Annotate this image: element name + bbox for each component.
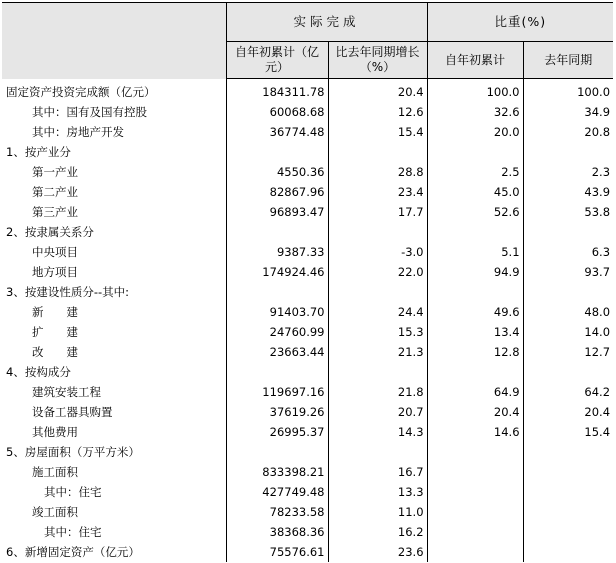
table-row: [2, 502, 613, 522]
growth-cell: 24.4: [328, 302, 427, 322]
share-cumulative-cell: 94.9: [427, 262, 523, 282]
row-label: 5、房屋面积（万平方米）: [2, 442, 226, 462]
share-last-year-cell: [523, 502, 613, 522]
investment-table: [2, 2, 613, 562]
table-row: [2, 182, 613, 202]
share-last-year-cell: [523, 222, 613, 242]
growth-cell: [328, 442, 427, 462]
table-row: [2, 522, 613, 542]
cumulative-cell: 36774.48: [226, 122, 328, 142]
growth-cell: 22.0: [328, 262, 427, 282]
share-cumulative-cell: 49.6: [427, 302, 523, 322]
row-label: 施工面积: [2, 462, 226, 482]
share-last-year-cell: 53.8: [584, 205, 611, 219]
row-label: 扩 建: [2, 322, 226, 342]
row-label: 6、新增固定资产（亿元）: [2, 542, 226, 562]
cumulative-cell: [226, 282, 328, 302]
row-label: 地方项目: [2, 262, 226, 282]
growth-cell: 12.6: [328, 102, 427, 122]
share-cumulative-cell: [427, 482, 523, 502]
row-label: 其中：国有及国有控股: [2, 102, 226, 122]
table-row: [2, 302, 613, 322]
cumulative-cell: 833398.21: [226, 462, 328, 482]
growth-cell: 13.3: [328, 482, 427, 502]
row-label: 1、按产业分: [2, 142, 226, 162]
growth-cell: 16.7: [328, 462, 427, 482]
row-label: 第一产业: [2, 162, 226, 182]
row-label: 4、按构成分: [2, 362, 226, 382]
share-last-year-cell: 48.0: [584, 305, 611, 319]
corner-header-cell: [2, 3, 226, 79]
share-last-year-cell: 6.3: [591, 245, 611, 259]
share-cumulative-cell: [427, 142, 523, 162]
cumulative-cell: 82867.96: [226, 182, 328, 202]
cumulative-cell: 37619.26: [226, 402, 328, 422]
share-cumulative-cell: [427, 222, 523, 242]
row-label: 固定资产投资完成额（亿元）: [2, 79, 226, 103]
share-last-year-cell: 20.8: [584, 125, 611, 139]
table-row: [2, 282, 613, 302]
table-row: [2, 442, 613, 462]
table-row: [2, 482, 613, 502]
growth-cell: 28.8: [328, 162, 427, 182]
share-cumulative-cell: [427, 522, 523, 542]
cumulative-cell: 60068.68: [226, 102, 328, 122]
share-cumulative-cell: 5.1: [427, 242, 523, 262]
cumulative-cell: 26995.37: [226, 422, 328, 442]
share-cumulative-cell: 12.8: [427, 342, 523, 362]
cumulative-cell: 174924.46: [226, 262, 328, 282]
share-cumulative-cell: 20.0: [427, 122, 523, 142]
share-last-year-cell: [523, 142, 613, 162]
cumulative-cell: [226, 362, 328, 382]
share-last-year-cell: 2.3: [591, 165, 611, 179]
table-row: [2, 222, 613, 242]
share-cumulative-cell: [427, 502, 523, 522]
share-last-year-cell: [523, 522, 613, 542]
cumulative-cell: [226, 222, 328, 242]
share-cumulative-cell: 52.6: [427, 202, 523, 222]
table-row: [2, 102, 613, 122]
share-last-year-cell: 64.2: [584, 385, 611, 399]
cumulative-cell: [226, 142, 328, 162]
cumulative-cell: 38368.36: [226, 522, 328, 542]
cumulative-cell: 78233.58: [226, 502, 328, 522]
col-header-share-last-year: 去年同期: [523, 42, 613, 79]
growth-cell: 21.8: [328, 382, 427, 402]
share-last-year-cell: 20.4: [584, 405, 611, 419]
row-label: 新 建: [2, 302, 226, 322]
cumulative-cell: 91403.70: [226, 302, 328, 322]
row-label: 中央项目: [2, 242, 226, 262]
table-row: [2, 362, 613, 382]
table-row: [2, 162, 613, 182]
growth-cell: 14.3: [328, 422, 427, 442]
growth-cell: [328, 282, 427, 302]
growth-cell: 11.0: [328, 502, 427, 522]
col-header-cumulative: 自年初累计（亿元）: [226, 42, 328, 79]
share-last-year-cell: 34.9: [584, 105, 611, 119]
growth-cell: 21.3: [328, 342, 427, 362]
col-header-share-cumulative: 自年初累计: [427, 42, 523, 79]
cumulative-cell: 23663.44: [226, 342, 328, 362]
table-row: [2, 462, 613, 482]
share-last-year-cell: 93.7: [584, 265, 611, 279]
share-cumulative-cell: 100.0: [427, 79, 523, 103]
share-last-year-cell: [523, 442, 613, 462]
cumulative-cell: 119697.16: [226, 382, 328, 402]
share-cumulative-cell: [427, 282, 523, 302]
row-label: 其他费用: [2, 422, 226, 442]
table-row: [2, 79, 613, 103]
group-header-share: 比重(%): [427, 3, 613, 42]
cumulative-cell: 4550.36: [226, 162, 328, 182]
table-row: [2, 122, 613, 142]
row-label: 第三产业: [2, 202, 226, 222]
row-label: 2、按隶属关系分: [2, 222, 226, 242]
share-last-year-cell: 14.0: [584, 325, 611, 339]
share-last-year-cell: 43.9: [584, 185, 611, 199]
share-last-year-cell: 15.4: [584, 425, 611, 439]
cumulative-cell: 184311.78: [226, 79, 328, 103]
cumulative-cell: 24760.99: [226, 322, 328, 342]
row-label: 第二产业: [2, 182, 226, 202]
cumulative-cell: [226, 442, 328, 462]
share-cumulative-cell: 64.9: [427, 382, 523, 402]
share-last-year-cell: 12.7: [584, 345, 611, 359]
table-row: [2, 202, 613, 222]
share-last-year-cell: [523, 282, 613, 302]
share-cumulative-cell: 2.5: [427, 162, 523, 182]
growth-cell: -3.0: [328, 242, 427, 262]
table-row: [2, 422, 613, 442]
share-cumulative-cell: 20.4: [427, 402, 523, 422]
share-last-year-cell: 100.0: [577, 85, 611, 99]
cumulative-cell: 96893.47: [226, 202, 328, 222]
growth-cell: 15.4: [328, 122, 427, 142]
row-label: 其中：住宅: [2, 482, 226, 502]
row-label: 3、按建设性质分--其中:: [2, 282, 226, 302]
share-cumulative-cell: 14.6: [427, 422, 523, 442]
row-label: 改 建: [2, 342, 226, 362]
row-label: 其中：房地产开发: [2, 122, 226, 142]
row-label: 建筑安装工程: [2, 382, 226, 402]
share-last-year-cell: [523, 462, 613, 482]
share-last-year-cell: [523, 482, 613, 502]
growth-cell: 20.7: [328, 402, 427, 422]
col-header-growth: 比去年同期增长（%）: [328, 42, 427, 79]
table-row: [2, 342, 613, 362]
table-row: [2, 142, 613, 162]
table-row: [2, 402, 613, 422]
share-cumulative-cell: [427, 442, 523, 462]
growth-cell: 15.3: [328, 322, 427, 342]
row-label: 设备工器具购置: [2, 402, 226, 422]
growth-cell: [328, 142, 427, 162]
share-cumulative-cell: [427, 362, 523, 382]
growth-cell: 23.6: [328, 542, 427, 562]
share-cumulative-cell: 45.0: [427, 182, 523, 202]
share-last-year-cell: [523, 362, 613, 382]
growth-cell: 23.4: [328, 182, 427, 202]
share-cumulative-cell: 13.4: [427, 322, 523, 342]
table-row: [2, 242, 613, 262]
share-cumulative-cell: [427, 462, 523, 482]
row-label: 竣工面积: [2, 502, 226, 522]
growth-cell: [328, 362, 427, 382]
growth-cell: 16.2: [328, 522, 427, 542]
table-footnote: [2, 556, 613, 563]
growth-cell: [328, 222, 427, 242]
share-cumulative-cell: 32.6: [427, 102, 523, 122]
table-row: [2, 322, 613, 342]
group-header-actual: 实际完成: [226, 3, 427, 42]
cumulative-cell: 9387.33: [226, 242, 328, 262]
table-row: [2, 262, 613, 282]
row-label: 其中：住宅: [2, 522, 226, 542]
growth-cell: 20.4: [328, 79, 427, 103]
cumulative-cell: 427749.48: [226, 482, 328, 502]
growth-cell: 17.7: [328, 202, 427, 222]
cumulative-cell: 75576.61: [226, 542, 328, 562]
table-row: [2, 382, 613, 402]
